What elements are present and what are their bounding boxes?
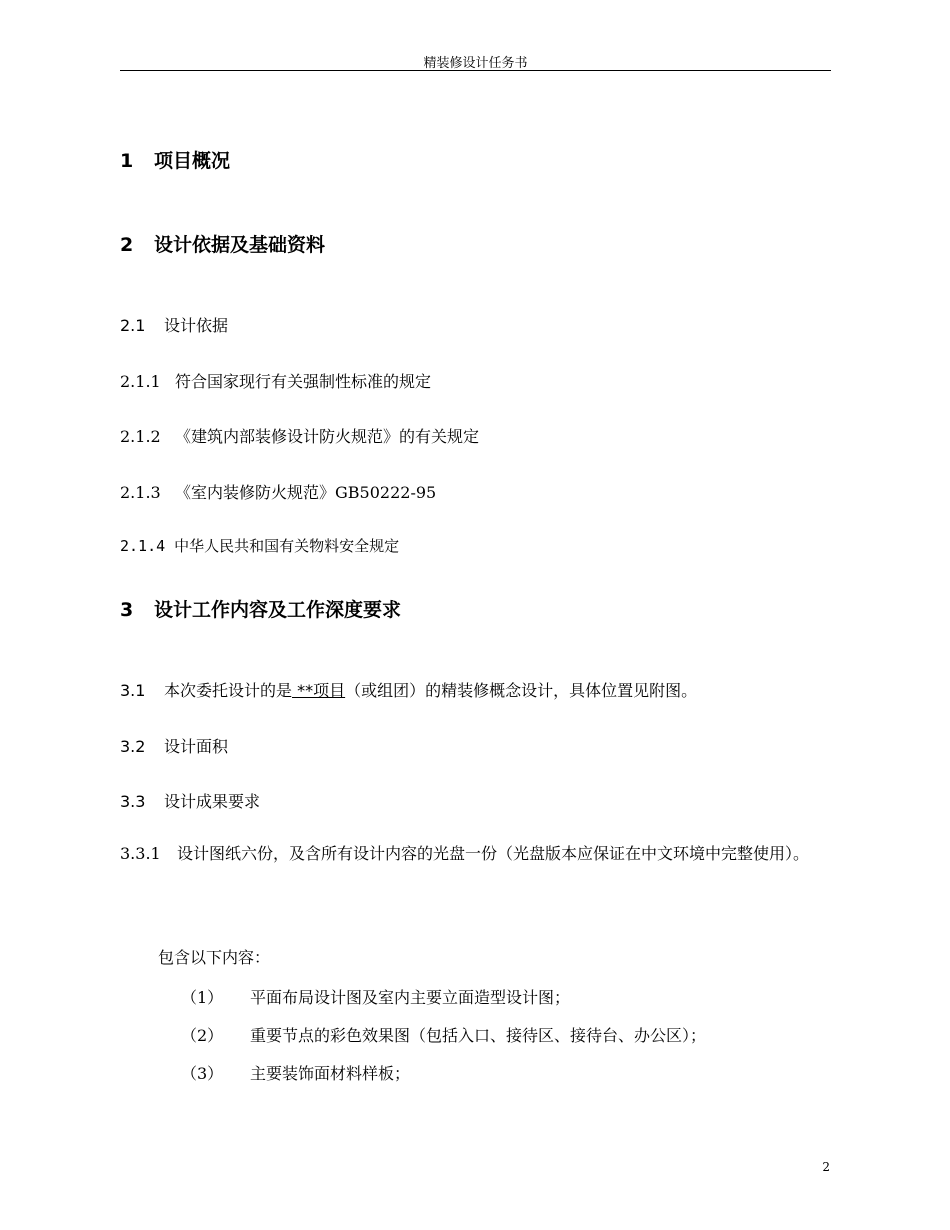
heading-section-1	[120, 146, 230, 173]
item-text-pre: 本次委托设计的是	[164, 681, 293, 700]
section-number: 1	[120, 150, 134, 172]
list-item-text: 重要节点的彩色效果图（包括入口、接待区、接待台、办公区）；	[250, 1026, 707, 1045]
section-title: 设计面积	[164, 737, 229, 756]
list-item-text: 主要装饰面材料样板；	[250, 1064, 411, 1083]
section-number: 3.2	[120, 737, 146, 756]
item-text: 《建筑内部装修设计防火规范》的有关规定	[175, 427, 480, 446]
heading-section-3-3	[120, 789, 260, 812]
section-number: 2.1	[120, 316, 146, 335]
list-item-text: 平面布局设计图及室内主要立面造型设计图；	[250, 988, 571, 1007]
item-text: 《室内装修防火规范》GB50222-95	[175, 483, 437, 502]
heading-section-2	[120, 230, 325, 257]
heading-section-3	[120, 595, 401, 622]
item-number: 3.1	[120, 681, 146, 700]
list-item-number: （3）	[181, 1064, 224, 1083]
section-title: 设计成果要求	[164, 792, 261, 811]
section-title: 设计依据	[164, 316, 229, 335]
list-item-number: （2）	[181, 1026, 224, 1045]
section-title: 设计工作内容及工作深度要求	[154, 599, 402, 621]
page-header-title: 精装修设计任务书	[423, 56, 528, 71]
item-text: 符合国家现行有关强制性标准的规定	[175, 372, 432, 391]
list-item	[181, 1023, 706, 1046]
item-2-1-4: 2.1.4 中华人民共和国有关物料安全规定	[120, 537, 400, 555]
item-number: 2.1.2	[120, 427, 161, 446]
item-3-1	[120, 678, 697, 701]
item-number: 2.1.1	[120, 372, 161, 391]
list-item	[181, 1061, 410, 1084]
page-number: 2	[822, 1160, 830, 1174]
section-number: 3	[120, 599, 134, 621]
item-text-post: （或组团）的精装修概念设计，具体位置见附图。	[345, 681, 698, 700]
project-name-underlined: **项目	[292, 681, 346, 700]
item-3-3-1	[120, 838, 831, 870]
item-2-1-3	[120, 480, 436, 503]
includes-intro: 包含以下内容：	[158, 948, 271, 967]
section-number: 2	[120, 234, 134, 256]
item-number: 2.1.3	[120, 483, 161, 502]
section-title: 项目概况	[154, 150, 231, 172]
section-title: 设计依据及基础资料	[154, 234, 326, 256]
heading-section-2-1	[120, 313, 228, 336]
list-item-number: （1）	[181, 988, 224, 1007]
heading-section-3-2	[120, 734, 228, 757]
item-text: 设计图纸六份，及含所有设计内容的光盘一份（光盘版本应保证在中文环境中完整使用）。	[177, 844, 810, 863]
item-2-1-1	[120, 369, 431, 392]
item-number: 3.3.1	[120, 844, 161, 863]
item-2-1-2	[120, 424, 479, 447]
list-item	[181, 985, 570, 1008]
header-divider	[120, 70, 831, 71]
section-number: 3.3	[120, 792, 146, 811]
